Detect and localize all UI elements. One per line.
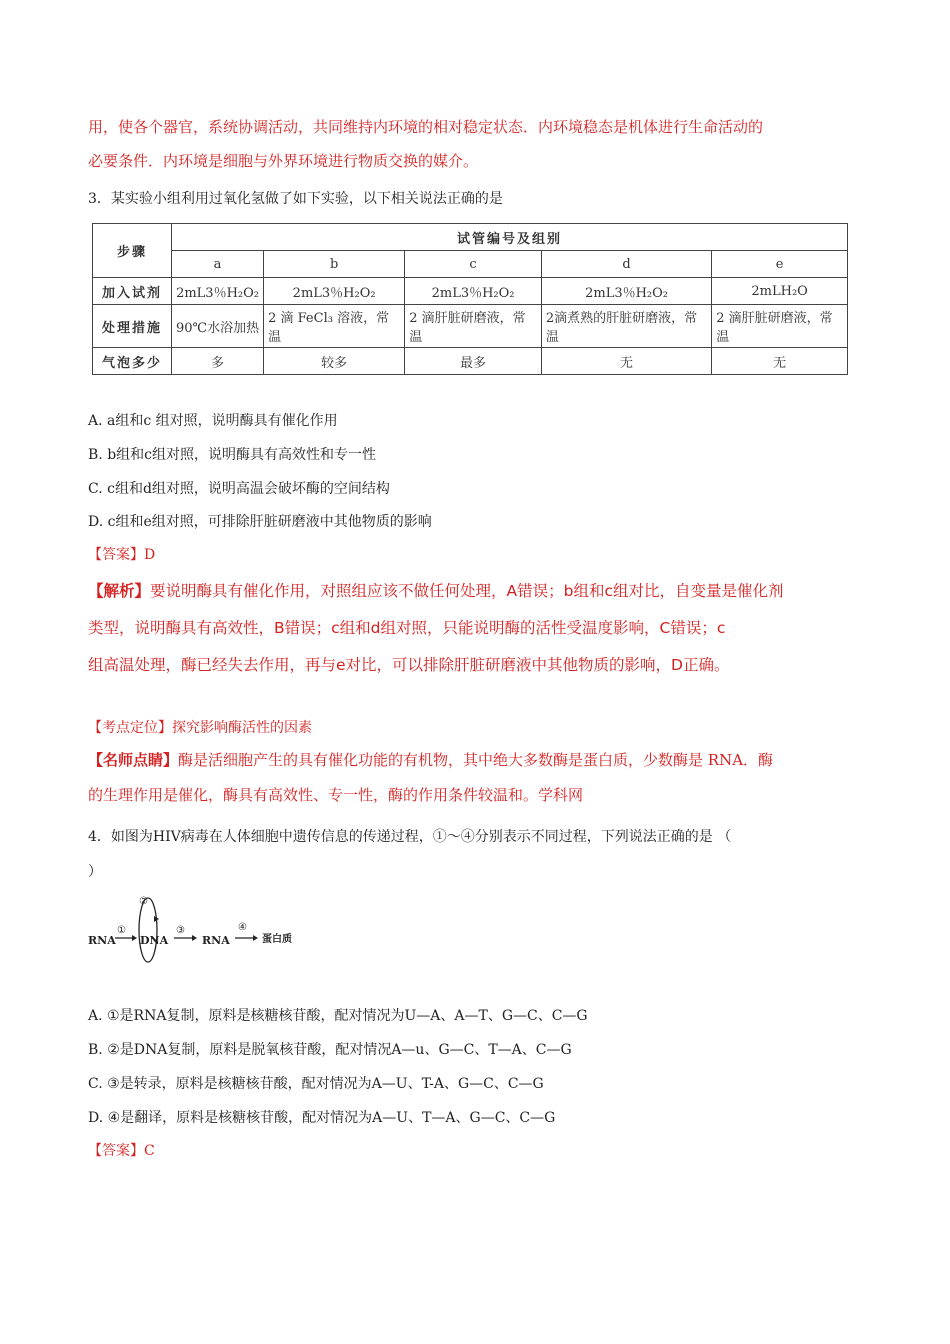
table-cell: 2mL3％H₂O₂ [541, 278, 711, 305]
table-cell: 最多 [405, 348, 542, 375]
table-row [93, 348, 848, 375]
answer-value: C [144, 1143, 155, 1159]
q3-option-b: B. b组和c组对照，说明酶具有高效性和专一性 [88, 447, 376, 463]
answer-tag: 【答案】 [88, 1143, 144, 1159]
table-cell: 较多 [264, 348, 405, 375]
group-row [93, 251, 848, 278]
arrow-1-head [132, 935, 137, 941]
mingshi-line-2: 的生理作用是催化，酶具有高效性、专一性，酶的作用条件较温和。学科网 [88, 786, 584, 804]
q4-option-d: D. ④是翻译，原料是核糖核苷酸，配对情况为A—U、T—A、G—C、C—G [88, 1110, 556, 1126]
arrow-4-head [253, 935, 258, 941]
step-3-label: ③ [176, 925, 185, 936]
table-header-row [93, 224, 848, 251]
answer-value: D [144, 547, 156, 563]
rna-label-2: RNA [202, 934, 230, 947]
intro-line-2: 必要条件．内环境是细胞与外界环境进行物质交换的媒介。 [88, 152, 479, 170]
table-cell: 2mL3％H₂O₂ [264, 278, 405, 305]
table-cell: 2 滴肝脏研磨液，常温 [405, 305, 542, 348]
mingshi-tag: 【名师点睛】 [88, 751, 179, 769]
q3-option-c: C. c组和d组对照，说明高温会破坏酶的空间结构 [88, 481, 390, 497]
mingshi [88, 743, 878, 813]
step-label: 步骤 [93, 224, 172, 278]
q3-analysis [88, 573, 878, 684]
q4-option-b: B. ②是DNA复制，原料是脱氧核苷酸，配对情况A—u、G—C、T—A、C—G [88, 1042, 572, 1058]
protein-label: 蛋白质 [262, 934, 292, 945]
analysis-line-1: 【解析】要说明酶具有催化作用，对照组应该不做任何处理，A错误；b组和c组对比，自变量是催化剂 [88, 582, 784, 600]
replication-loop [139, 898, 157, 962]
table-cell: 无 [541, 348, 711, 375]
mingshi-line-1: 【名师点睛】酶是活细胞产生的具有催化功能的有机物，其中绝大多数酶是蛋白质，少数酶是 RNA．酶 [88, 751, 774, 769]
table-cell: 2 滴肝脏研磨液，常温 [712, 305, 848, 348]
group-b: b [264, 251, 405, 278]
table-row [93, 305, 848, 348]
row-label: 气泡多少 [93, 348, 172, 375]
q4-option-a: A. ①是RNA复制，原料是核糖核苷酸，配对情况为U—A、A—T、G—C、C—G [88, 1008, 588, 1024]
group-header: 试管编号及组别 [172, 224, 848, 251]
row-label: 加入试剂 [93, 278, 172, 305]
q4-option-c: C. ③是转录，原料是核糖核苷酸，配对情况为A—U、T-A、G—C、C—G [88, 1076, 544, 1092]
group-a: a [172, 251, 264, 278]
q4-stem-line-1: 4．如图为HIV病毒在人体细胞中遗传信息的传递过程，①〜④分别表示不同过程，下列说法正确的是 （ [88, 829, 732, 845]
analysis-line-3: 组高温处理，酶已经失去作用，再与e对比，可以排除肝脏研磨液中其他物质的影响，D正确。 [88, 656, 730, 674]
q4-stem-line-2: ） [88, 864, 102, 880]
experiment-table [92, 223, 848, 375]
row-label: 处理措施 [93, 305, 172, 348]
hiv-flow-diagram [88, 892, 318, 972]
q4-answer [88, 1140, 155, 1160]
table-cell: 多 [172, 348, 264, 375]
intro-paragraph [88, 110, 878, 178]
table-cell: 2mL3％H₂O₂ [405, 278, 542, 305]
table-row [93, 278, 848, 305]
kaodian-tag: 【考点定位】 [88, 720, 172, 736]
kaodian-text: 探究影响酶活性的因素 [172, 720, 312, 736]
q3-answer [88, 544, 155, 564]
answer-tag: 【答案】 [88, 547, 144, 563]
step-4-label: ④ [238, 922, 247, 933]
analysis-tag: 【解析】 [88, 582, 151, 600]
group-c: c [405, 251, 542, 278]
step-1-label: ① [117, 925, 126, 936]
rna-label-1: RNA [88, 934, 116, 947]
table-cell: 2mLH₂O [712, 278, 848, 305]
kaodian [88, 717, 312, 737]
q3-option-a: A. a组和c 组对照，说明酶具有催化作用 [88, 413, 338, 429]
table-cell: 90℃水浴加热 [172, 305, 264, 348]
q3-option-d: D. c组和e组对照，可排除肝脏研磨液中其他物质的影响 [88, 514, 432, 530]
q3-stem: 3．某实验小组利用过氧化氢做了如下实验，以下相关说法正确的是 [88, 191, 503, 207]
table-cell: 2 滴 FeCl₃ 溶液，常温 [264, 305, 405, 348]
dna-label: DNA [140, 934, 169, 947]
group-e: e [712, 251, 848, 278]
intro-line-1: 用，使各个器官，系统协调活动，共同维持内环境的相对稳定状态．内环境稳态是机体进行生命活动的 [88, 118, 764, 136]
table-cell: 2mL3％H₂O₂ [172, 278, 264, 305]
arrow-3-head [192, 935, 197, 941]
group-d: d [541, 251, 711, 278]
table-cell: 无 [712, 348, 848, 375]
analysis-line-2: 类型，说明酶具有高效性，B错误；c组和d组对照，只能说明酶的活性受温度影响，C错误；c [88, 619, 726, 637]
table-cell: 2滴煮熟的肝脏研磨液，常温 [541, 305, 711, 348]
step-2-label: ② [139, 896, 148, 907]
